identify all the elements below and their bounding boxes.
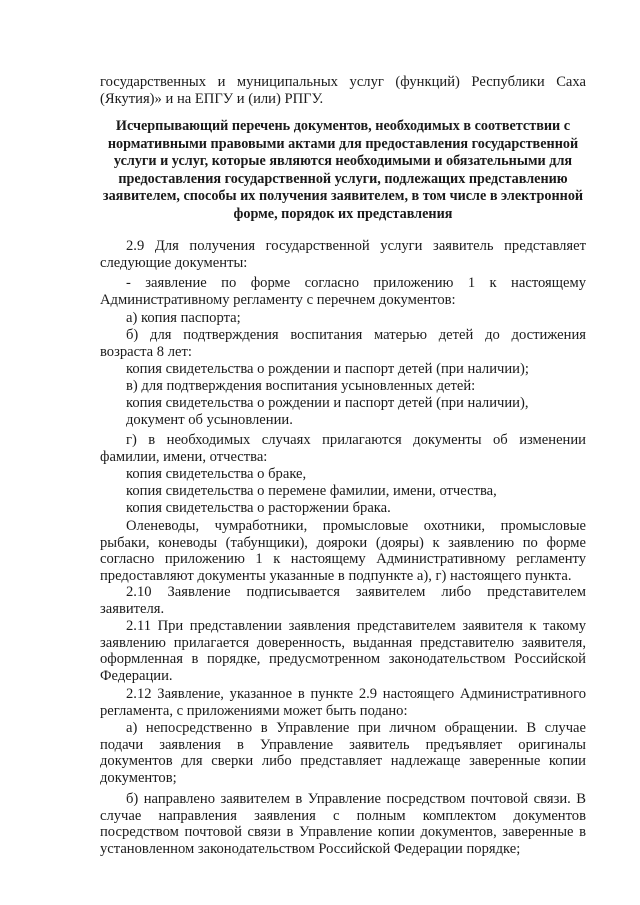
- item-d-marriage-cert: копия свидетельства о браке,: [126, 466, 307, 482]
- item-a-in-person: а) непосредственно в Управление при личном обращении. В случае подачи заявления в Управление заявитель предъявляет оригиналы документов для сверки либо представляет надлежаще заверенные копии документов;: [100, 720, 586, 786]
- item-c-adoption-doc: документ об усыновлении.: [126, 412, 293, 428]
- paragraph-herders: Оленеводы, чумработники, промысловые охотники, промысловые рыбаки, коневоды (табунщики), дояроки (дояры) к заявлению по форме согласно приложению 1 к настоящему Административному регламенту предоставляют документы указанные в подпункте а), г) настоящего пункта.: [100, 518, 586, 584]
- paragraph-2-10: 2.10 Заявление подписывается заявителем либо представителем заявителя.: [100, 584, 586, 617]
- continuation-text: государственных и муниципальных услуг (функций) Республики Саха (Якутия)» и на ЕПГУ и (или) РПГУ.: [100, 74, 586, 107]
- item-c-adopted: в) для подтверждения воспитания усыновленных детей:: [126, 378, 476, 394]
- item-b-by-mail: б) направлено заявителем в Управление посредством почтовой связи. В случае направления заявления с полным комплектом документов посредством почтовой связи в Управление копии документов, заверенные в установленном законодательством Российской Федерации порядке;: [100, 791, 586, 857]
- item-a-passport: а) копия паспорта;: [126, 310, 241, 326]
- item-b-mother: б) для подтверждения воспитания матерью детей до достижения возраста 8 лет:: [100, 327, 586, 360]
- item-d-divorce-cert: копия свидетельства о расторжении брака.: [126, 500, 391, 516]
- paragraph-2-11: 2.11 При представлении заявления представителем заявителя к такому заявлению прилагается доверенность, выданная представителю заявителя, оформленная в порядке, предусмотренном законодательством Российской Федерации.: [100, 618, 586, 684]
- item-d-name-change-cert: копия свидетельства о перемене фамилии, имени, отчества,: [126, 483, 497, 499]
- item-d-name-change: г) в необходимых случаях прилагаются документы об изменении фамилии, имени, отчества:: [100, 432, 586, 465]
- item-c-birth-cert: копия свидетельства о рождении и паспорт детей (при наличии),: [126, 395, 529, 411]
- section-heading: Исчерпывающий перечень документов, необходимых в соответствии с нормативными правовыми актами для предоставления государственной услуги и услуг, которые являются необходимыми и обязательными для предоставления государственной услуги, подлежащих представлению заявителем, способы их получения заявителем, в том числе в электронной форме, порядок их представления: [102, 118, 584, 222]
- paragraph-application-form: - заявление по форме согласно приложению 1 к настоящему Административному регламенту с перечнем документов:: [100, 275, 586, 308]
- paragraph-2-12: 2.12 Заявление, указанное в пункте 2.9 настоящего Административного регламента, с приложениями может быть подано:: [100, 686, 586, 719]
- paragraph-2-9: 2.9 Для получения государственной услуги заявитель представляет следующие документы:: [100, 238, 586, 271]
- item-b-birth-cert: копия свидетельства о рождении и паспорт детей (при наличии);: [126, 361, 529, 377]
